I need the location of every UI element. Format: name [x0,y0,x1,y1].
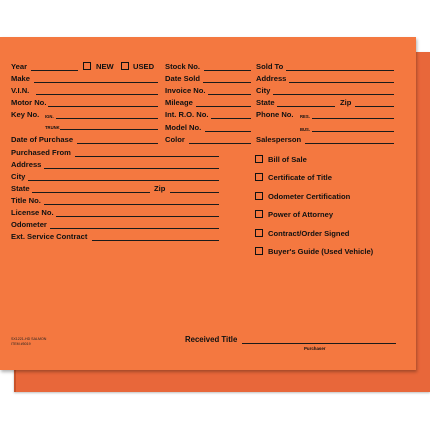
label-res: RES. [300,114,310,119]
field-vin[interactable] [36,94,158,95]
field-odometer[interactable] [50,228,219,229]
label-motor-no: Motor No. [11,98,47,107]
label-sold-to-address: Address [256,74,287,83]
label-year: Year [11,62,28,71]
field-color[interactable] [189,143,251,144]
label-received-title: Received Title [185,335,238,344]
checkbox-bill-of-sale[interactable] [255,155,263,163]
field-motor-no[interactable] [48,106,158,107]
field-date-of-purchase[interactable] [77,143,158,144]
field-stock-no[interactable] [204,70,251,71]
label-sold-to: Sold To [256,62,284,71]
label-address: Address [11,160,42,169]
label-title-no: Title No. [11,196,41,205]
label-new: NEW [96,62,114,71]
checkbox-buyers-guide[interactable] [255,247,263,255]
label-purchased-from: Purchased From [11,148,71,157]
item-number: ITEM #5019 [11,342,31,346]
label-phone-no: Phone No. [256,110,294,119]
field-date-sold[interactable] [203,82,251,83]
field-sold-to-zip[interactable] [355,106,394,107]
check-label-power-of-attorney: Power of Attorney [268,210,334,219]
label-sold-to-state: State [256,98,275,107]
field-sold-to-address[interactable] [289,82,394,83]
deal-jacket-front [0,37,416,370]
field-key-ign[interactable] [56,118,158,119]
field-state[interactable] [32,192,150,193]
field-sold-to-state[interactable] [277,106,335,107]
field-license-no[interactable] [56,216,219,217]
label-state: State [11,184,30,193]
label-ext-service-contract: Ext. Service Contract [11,232,88,241]
field-phone-bus[interactable] [312,131,394,132]
label-bus: BUS. [300,127,311,132]
field-mileage[interactable] [196,106,251,107]
label-sold-to-zip: Zip [340,98,352,107]
label-mileage: Mileage [165,98,193,107]
label-date-of-purchase: Date of Purchase [11,135,74,144]
checkbox-new[interactable] [83,62,91,70]
label-zip: Zip [154,184,166,193]
check-label-odometer-certification: Odometer Certification [268,192,351,201]
label-model-no: Model No. [165,123,202,132]
field-city[interactable] [28,180,219,181]
label-color: Color [165,135,185,144]
field-key-trunk[interactable] [60,129,158,130]
label-sold-to-city: City [256,86,271,95]
label-trunk: TRUNK [45,125,60,130]
label-int-ro-no: Int. R.O. No. [165,110,209,119]
check-label-certificate-of-title: Certificate of Title [268,173,332,182]
field-sold-to-city[interactable] [273,94,394,95]
label-purchaser: Purchaser [304,346,326,351]
field-address[interactable] [44,168,219,169]
field-received-title[interactable] [242,343,396,344]
label-make: Make [11,74,30,83]
field-salesperson[interactable] [305,143,394,144]
field-model-no[interactable] [205,131,251,132]
field-sold-to[interactable] [286,70,394,71]
field-purchased-from[interactable] [75,156,219,157]
label-key-no: Key No. [11,110,40,119]
field-make[interactable] [34,82,158,83]
field-title-no[interactable] [44,204,219,205]
check-label-buyers-guide: Buyer's Guide (Used Vehicle) [268,247,374,256]
label-salesperson: Salesperson [256,135,302,144]
checkbox-odometer-certification[interactable] [255,192,263,200]
product-code: SX1221-HD SALMON [11,337,47,341]
label-odometer: Odometer [11,220,47,229]
label-stock-no: Stock No. [165,62,201,71]
checkbox-contract-order-signed[interactable] [255,229,263,237]
field-phone-res[interactable] [312,118,394,119]
label-invoice-no: Invoice No. [165,86,206,95]
field-int-ro-no[interactable] [211,118,251,119]
field-year[interactable] [31,70,78,71]
label-city: City [11,172,26,181]
label-vin: V.I.N. [11,86,30,95]
label-used: USED [133,62,155,71]
field-ext-service-contract[interactable] [92,240,219,241]
label-ign: IGN. [45,114,54,119]
check-label-contract-order-signed: Contract/Order Signed [268,229,350,238]
label-license-no: License No. [11,208,54,217]
check-label-bill-of-sale: Bill of Sale [268,155,307,164]
field-zip[interactable] [170,192,219,193]
checkbox-certificate-of-title[interactable] [255,173,263,181]
field-invoice-no[interactable] [208,94,251,95]
label-date-sold: Date Sold [165,74,201,83]
checkbox-used[interactable] [121,62,129,70]
checkbox-power-of-attorney[interactable] [255,210,263,218]
